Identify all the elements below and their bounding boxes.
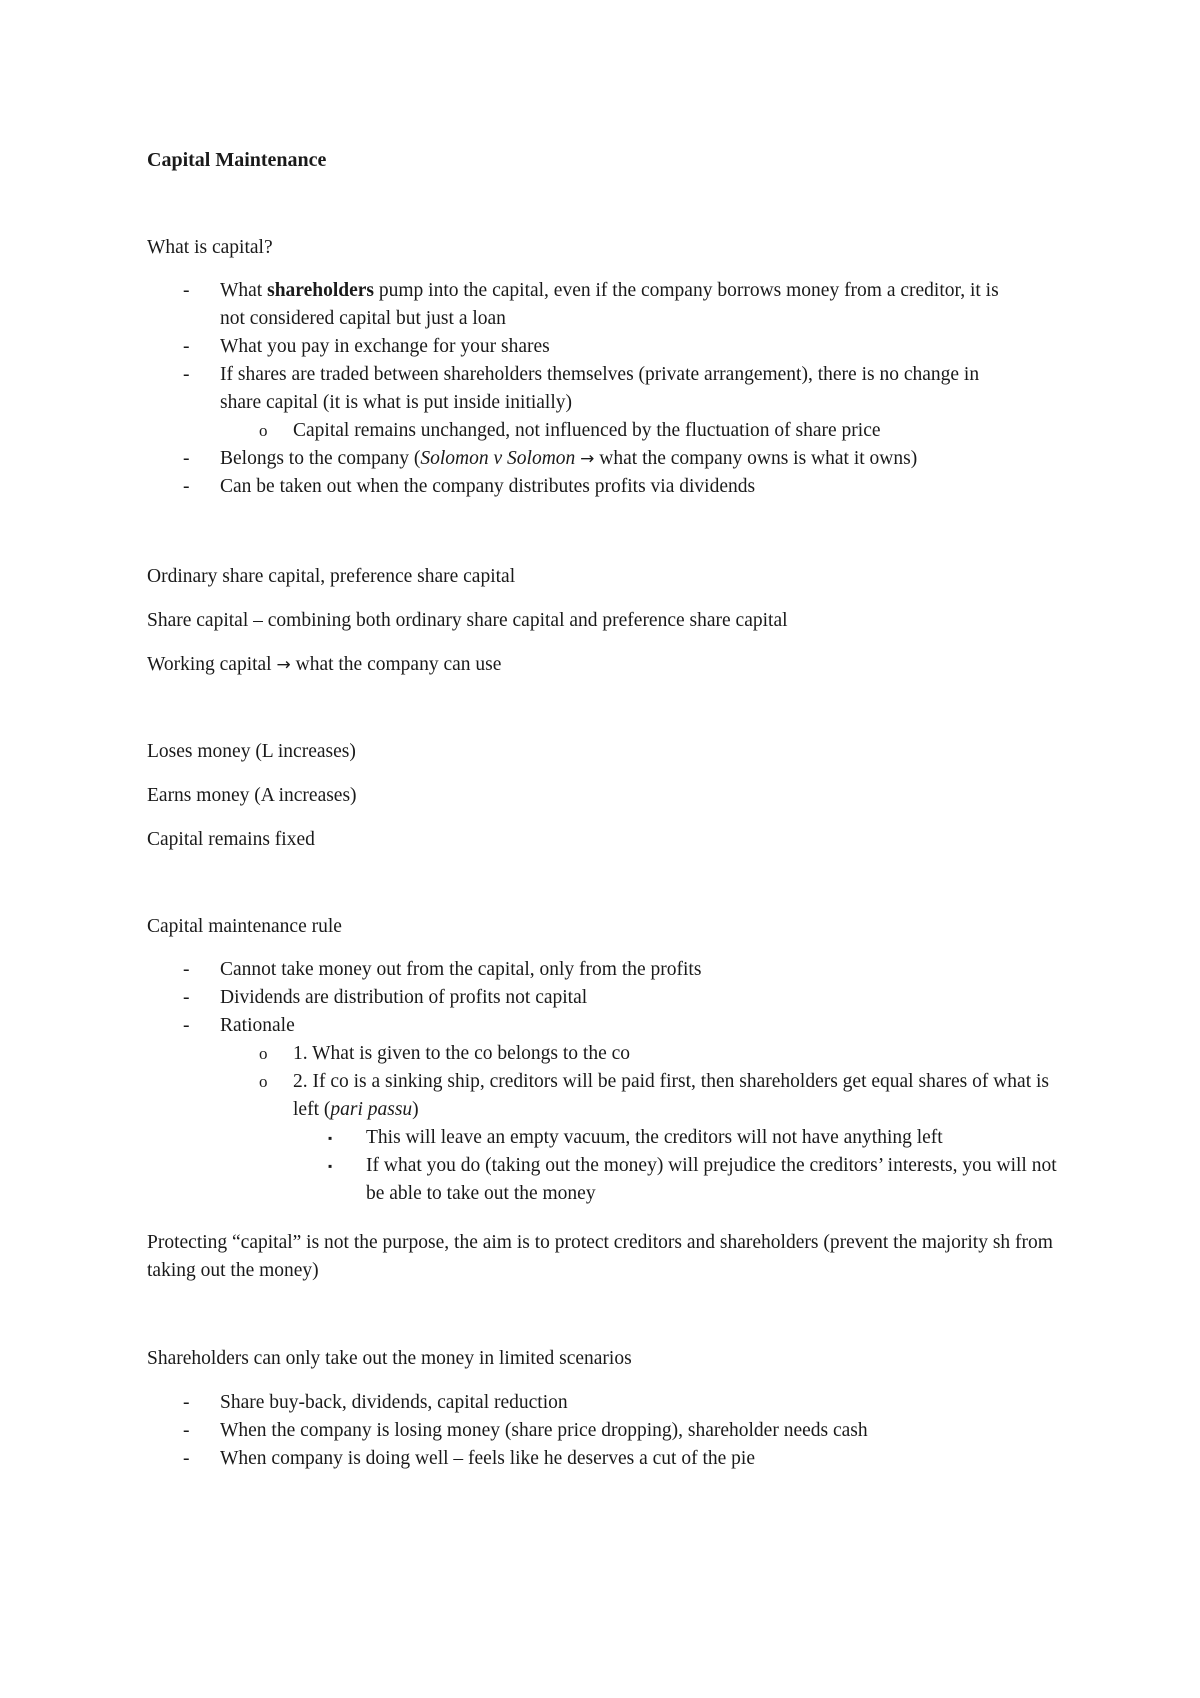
list-item-text: Belongs to the company ( [220, 448, 421, 469]
paragraph: Share capital – combining both ordinary share capital and preference share capital [147, 610, 788, 631]
list-item-text: Rationale [220, 1015, 295, 1036]
list-item-text: If shares are traded between shareholders themselves (private arrangement), there is no change in share capital (it is what is put inside initially) [220, 364, 980, 413]
list-item-text: Cannot take money out from the capital, only from the profits [220, 959, 702, 980]
dash-marker: - [183, 1420, 190, 1441]
case-name: Solomon v Solomon [420, 448, 576, 469]
list-item-text: What you pay in exchange for your shares [220, 336, 550, 357]
paragraph: Earns money (A increases) [147, 785, 357, 806]
dash-marker: - [183, 364, 190, 385]
what-is-capital-heading: What is capital? [147, 237, 273, 258]
list-item-text: This will leave an empty vacuum, the creditors will not have anything left [366, 1127, 943, 1148]
list-item [147, 445, 1020, 473]
list-item-text: Can be taken out when the company distributes profits via dividends [220, 476, 756, 497]
list-item-text: ) [412, 1099, 419, 1120]
list-item [147, 333, 1020, 361]
list-item [147, 1389, 1020, 1417]
paragraph-text: Working capital [147, 654, 277, 675]
dash-marker: - [183, 280, 190, 301]
latin-term: pari passu [330, 1099, 413, 1120]
square-bullet-icon: ▪ [328, 1131, 333, 1145]
dash-marker: - [183, 448, 190, 469]
list-item [147, 956, 1020, 984]
list-item-text: Share buy-back, dividends, capital reduction [220, 1392, 568, 1413]
circle-marker: o [259, 1072, 268, 1091]
list-item-text: What [220, 280, 268, 301]
limited-scenarios-heading: Shareholders can only take out the money in limited scenarios [147, 1348, 632, 1369]
paragraph [147, 651, 501, 679]
bold-term: shareholders [267, 280, 375, 301]
paragraph: Loses money (L increases) [147, 741, 356, 762]
dash-marker: - [183, 1448, 190, 1469]
paragraph: Protecting “capital” is not the purpose, the aim is to protect creditors and shareholders (prevent the majority sh from taking out the money) [147, 1232, 1053, 1281]
list-item [147, 1445, 1020, 1473]
list-item [147, 984, 1020, 1012]
list-item-text: When the company is losing money (share price dropping), shareholder needs cash [220, 1420, 868, 1441]
list-item [147, 277, 1020, 333]
list-item-text: 1. What is given to the co belongs to the co [293, 1043, 631, 1064]
dash-marker: - [183, 336, 190, 357]
list-item [147, 1417, 1020, 1445]
paragraph-text: what the company can use [290, 654, 502, 675]
capital-maintenance-rule-heading: Capital maintenance rule [147, 916, 342, 937]
limited-scenarios-list [147, 1389, 1020, 1473]
dash-marker: - [183, 959, 190, 980]
sub-list-item [147, 417, 1053, 445]
list-item-text: 2. If co is a sinking ship, creditors will be paid first, then shareholders get equal shares of what is left ( [293, 1071, 1049, 1120]
circle-marker: o [259, 421, 268, 440]
list-item-text: what the company owns is what it owns) [594, 448, 918, 469]
dash-marker: - [183, 1392, 190, 1413]
circle-marker: o [259, 1044, 268, 1063]
list-item [147, 473, 1020, 501]
paragraph: Ordinary share capital, preference share capital [147, 566, 516, 587]
list-item [147, 1012, 1020, 1040]
sub-list-item [147, 1040, 1053, 1068]
dash-marker: - [183, 1015, 190, 1036]
capital-maintenance-rule-list [147, 956, 1066, 1208]
list-item [147, 361, 1020, 417]
dash-marker: - [183, 987, 190, 1008]
sub-sub-list-item [147, 1152, 1066, 1208]
what-is-capital-list [147, 277, 1053, 501]
list-item-text: Dividends are distribution of profits not capital [220, 987, 588, 1008]
dash-marker: - [183, 476, 190, 497]
list-item-text: If what you do (taking out the money) will prejudice the creditors’ interests, you will not be able to take out the money [366, 1155, 1057, 1204]
arrow-icon: → [276, 655, 291, 675]
sub-sub-list-item [147, 1124, 1066, 1152]
arrow-icon: → [580, 449, 595, 469]
list-item-text: pump into the capital, even if the company borrows money from a creditor, it is not considered capital but just a loan [220, 280, 999, 329]
sub-list-item [147, 1068, 1053, 1124]
page-title: Capital Maintenance [147, 149, 327, 171]
paragraph: Capital remains fixed [147, 829, 315, 850]
list-item-text: Capital remains unchanged, not influenced by the fluctuation of share price [293, 420, 881, 441]
list-item-text: When company is doing well – feels like he deserves a cut of the pie [220, 1448, 755, 1469]
square-bullet-icon: ▪ [328, 1159, 333, 1173]
